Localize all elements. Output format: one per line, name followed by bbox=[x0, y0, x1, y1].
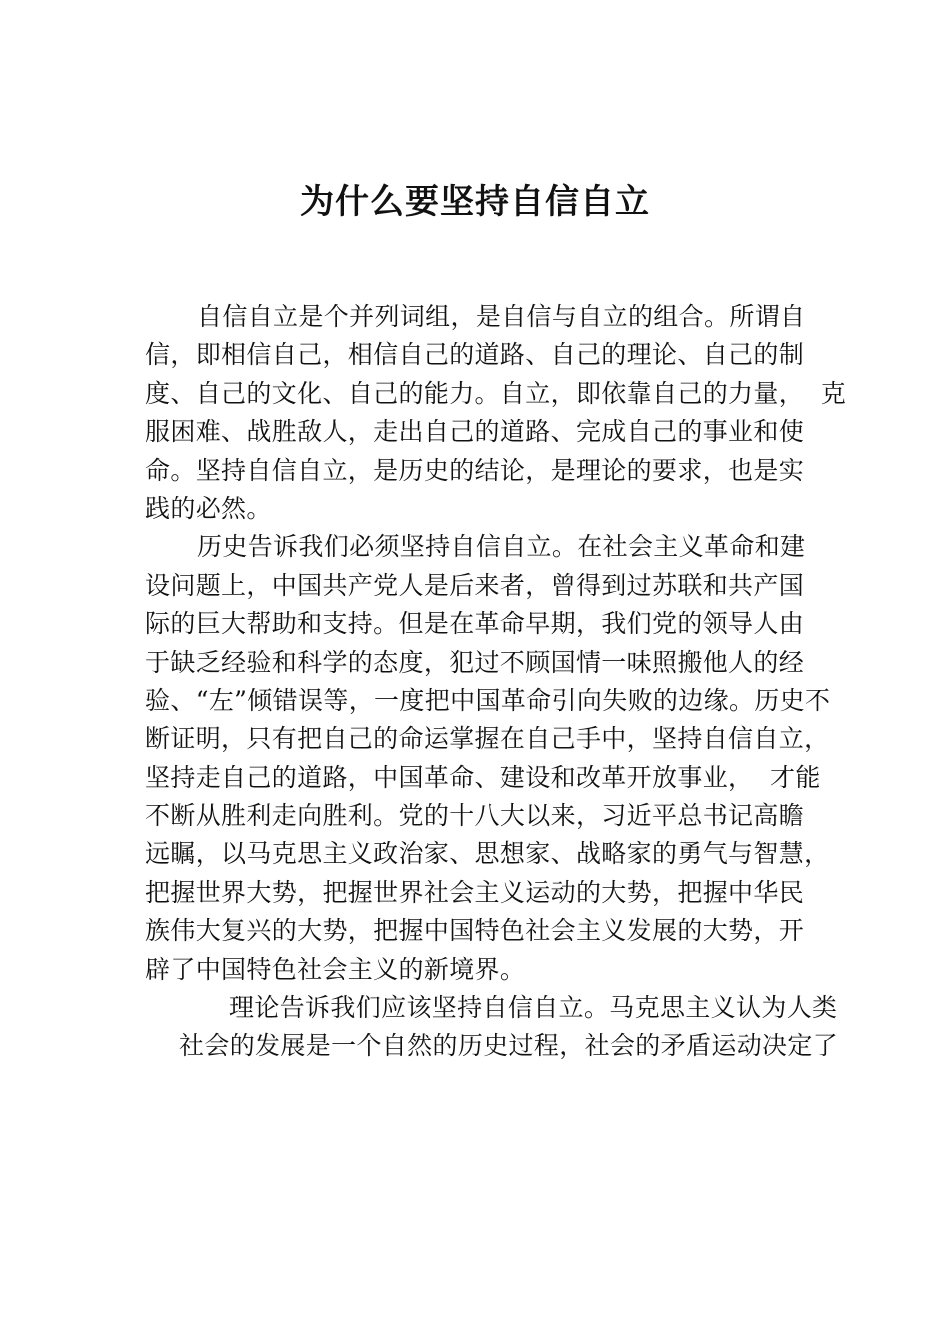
paragraph-2-line-4: 于缺乏经验和科学的态度，犯过不顾国情一味照搬他人的经 bbox=[145, 647, 805, 677]
paragraph-2-line-5: 验、“左”倾错误等，一度把中国革命引向失败的边缘。历史不 bbox=[145, 685, 831, 715]
paragraph-3-line-1: 理论告诉我们应该坚持自信自立。马克思主义认为人类 bbox=[229, 993, 838, 1023]
paragraph-2-line-8: 不断从胜利走向胜利。党的十八大以来，习近平总书记高瞻 bbox=[145, 801, 805, 831]
paragraph-3-line-2: 社会的发展是一个自然的历史过程，社会的矛盾运动决定了 bbox=[179, 1031, 839, 1061]
paragraph-1-line-5: 命。坚持自信自立，是历史的结论，是理论的要求，也是实 bbox=[145, 455, 805, 485]
paragraph-2-line-1: 历史告诉我们必须坚持自信自立。在社会主义革命和建 bbox=[197, 532, 806, 562]
paragraph-1-line-2: 信，即相信自己，相信自己的道路、自己的理论、自己的制 bbox=[145, 340, 805, 370]
paragraph-2-line-11: 族伟大复兴的大势，把握中国特色社会主义发展的大势，开 bbox=[145, 916, 805, 946]
paragraph-1-line-3: 度、自己的文化、自己的能力。自立，即依靠自己的力量， 克 bbox=[145, 378, 847, 408]
paragraph-1-line-6: 践的必然。 bbox=[145, 493, 272, 523]
paragraph-2-line-3: 际的巨大帮助和支持。但是在革命早期，我们党的领导人由 bbox=[145, 609, 805, 639]
document-body bbox=[145, 298, 847, 1066]
paragraph-2-line-7: 坚持走自己的道路，中国革命、建设和改革开放事业， 才能 bbox=[145, 762, 821, 792]
paragraph-2-line-2: 设问题上，中国共产党人是后来者，曾得到过苏联和共产国 bbox=[145, 570, 805, 600]
paragraph-1-line-1: 自信自立是个并列词组，是自信与自立的组合。所谓自 bbox=[197, 302, 806, 331]
paragraph-2-line-10: 把握世界大势，把握世界社会主义运动的大势，把握中华民 bbox=[145, 877, 805, 907]
paragraph-2-line-9: 远瞩，以马克思主义政治家、思想家、战略家的勇气与智慧， bbox=[145, 839, 830, 869]
paragraph-1-line-4: 服困难、战胜敌人，走出自己的道路、完成自己的事业和使 bbox=[145, 417, 805, 447]
paragraph-2-line-6: 断证明，只有把自己的命运掌握在自己手中，坚持自信自立， bbox=[145, 724, 830, 754]
document-title: 为什么要坚持自信自立 bbox=[300, 182, 650, 222]
paragraph-2-line-12: 辟了中国特色社会主义的新境界。 bbox=[145, 954, 526, 984]
